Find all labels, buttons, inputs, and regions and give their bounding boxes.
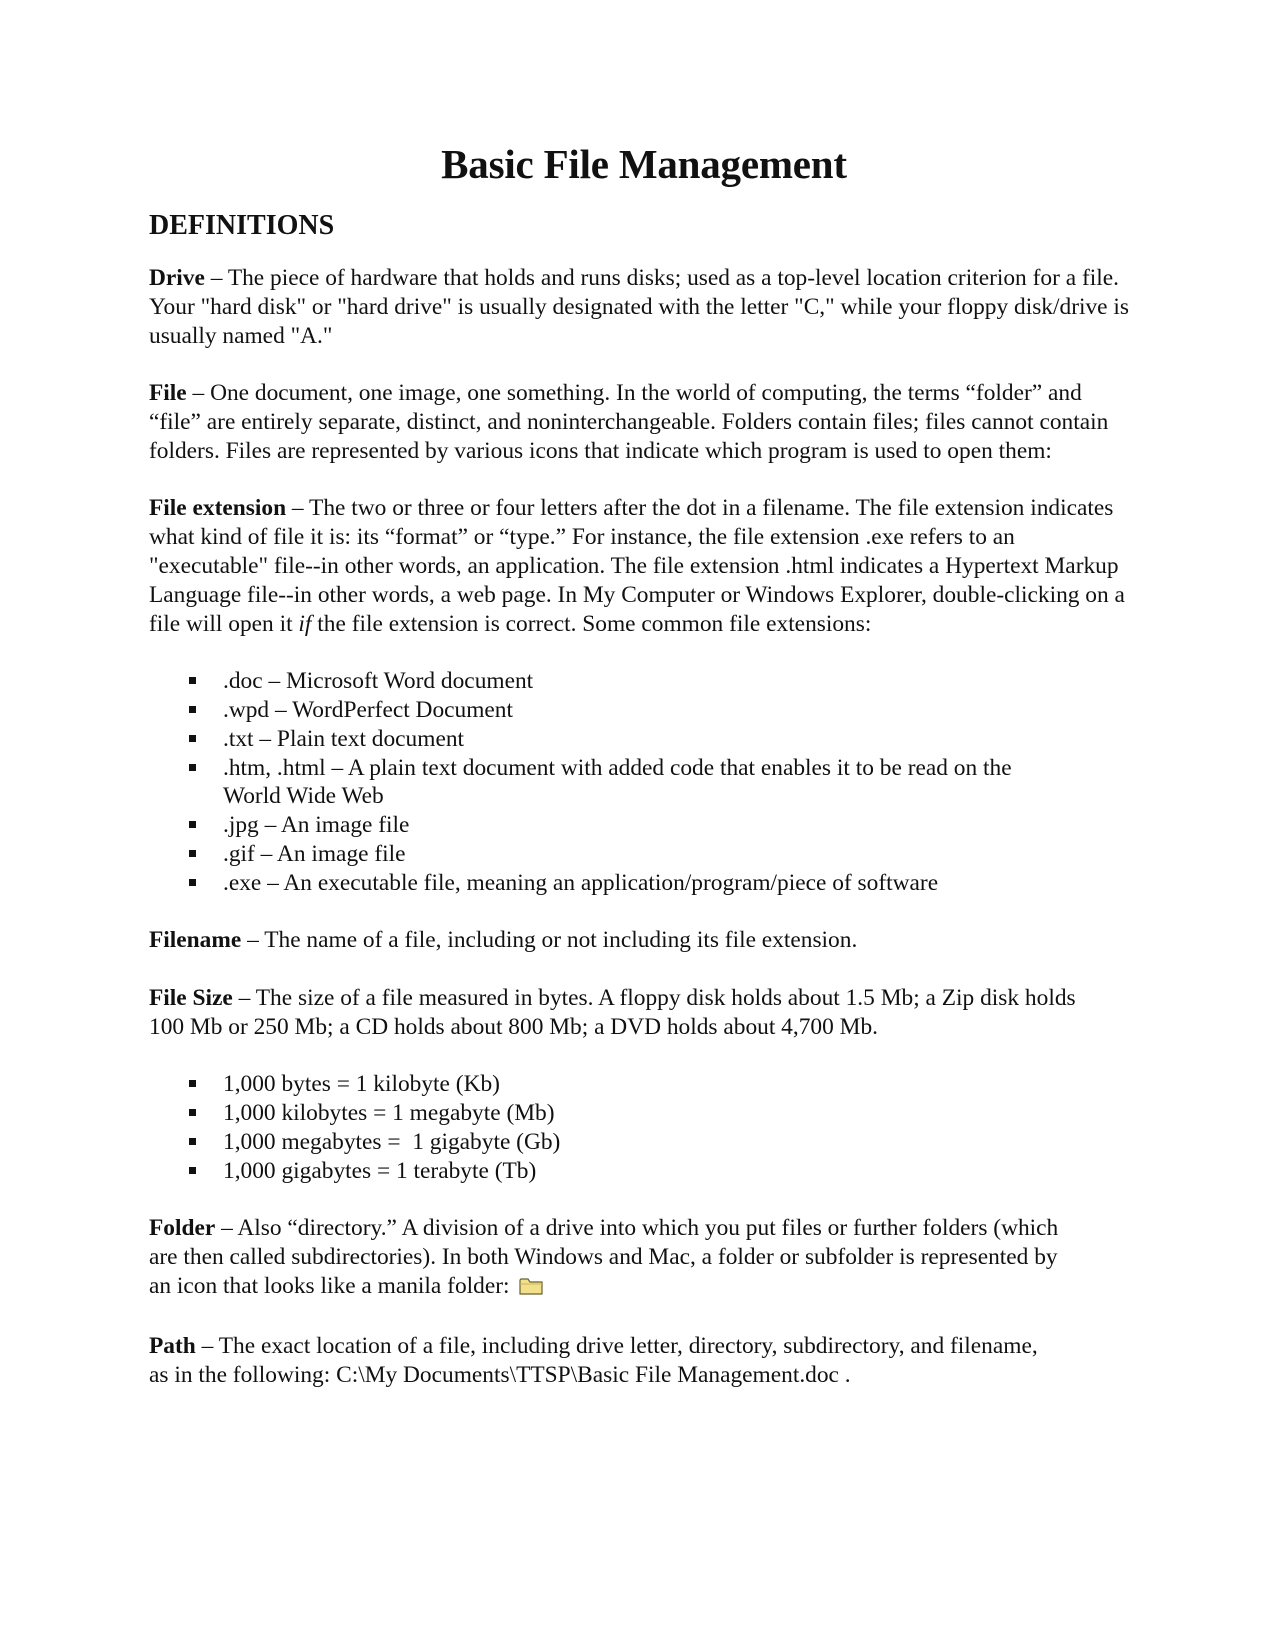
definition-folder xyxy=(149,1214,1139,1303)
definition-file-size-text: – The size of a file measured in bytes. A floppy disk holds about 1.5 Mb; a Zip disk holds 100 Mb or 250 Mb; a CD holds about 800 Mb; a DVD holds about 4,700 Mb. xyxy=(149,984,1076,1040)
term-file: File xyxy=(149,380,187,407)
bullet-icon xyxy=(189,821,196,828)
bullet-icon xyxy=(189,1080,196,1087)
definition-file-size xyxy=(149,984,1139,1042)
definition-drive xyxy=(149,264,1139,350)
list-item: 1,000 gigabytes = 1 terabyte (Tb) xyxy=(149,1157,1139,1186)
term-file-extension: File extension xyxy=(149,495,287,522)
bullet-icon xyxy=(189,879,196,886)
list-item: .gif – An image file xyxy=(149,840,1139,869)
definition-drive-text: – The piece of hardware that holds and runs disks; used as a top-level location criterion for a file. Your "hard disk" or "hard drive" is usually designated with the letter "C," while your floppy disk/drive is usually named "A." xyxy=(149,265,1130,349)
list-item: .exe – An executable file, meaning an application/program/piece of software xyxy=(149,869,1139,898)
term-file-size: File Size xyxy=(149,984,233,1011)
list-item: 1,000 kilobytes = 1 megabyte (Mb) xyxy=(149,1099,1139,1128)
term-filename: Filename xyxy=(149,927,242,954)
bullet-icon xyxy=(189,1167,196,1174)
definition-file-extension-text-end: the file extension is correct. Some common file extensions: xyxy=(311,610,872,637)
bullet-icon xyxy=(189,1109,196,1116)
list-item: .txt – Plain text document xyxy=(149,725,1139,754)
file-extension-list xyxy=(149,667,1139,897)
folder-icon xyxy=(519,1275,543,1304)
list-item: 1,000 bytes = 1 kilobyte (Kb) xyxy=(149,1070,1139,1099)
section-heading: DEFINITIONS xyxy=(149,210,335,241)
bullet-icon xyxy=(189,735,196,742)
list-item: .jpg – An image file xyxy=(149,811,1139,840)
term-folder: Folder xyxy=(149,1215,216,1242)
list-item: .htm, .html – A plain text document with added code that enables it to be read on the World Wide Web xyxy=(149,754,1139,812)
definition-file-extension xyxy=(149,494,1139,638)
definition-path-text: – The exact location of a file, including drive letter, directory, subdirectory, and filename, as in the following: C:\My Documents\TTSP\Basic File Management.doc . xyxy=(149,1333,1038,1389)
list-item: 1,000 megabytes = 1 gigabyte (Gb) xyxy=(149,1128,1139,1157)
bullet-icon xyxy=(189,677,196,684)
document-page xyxy=(149,140,1139,1390)
definition-folder-text: – Also “directory.” A division of a drive into which you put files or further folders (which are then called subdirectories). In both Windows and Mac, a folder or subfolder is represented by an icon that looks like a manila folder: xyxy=(149,1215,1059,1299)
term-drive: Drive xyxy=(149,265,205,291)
bullet-icon xyxy=(189,706,196,713)
bullet-icon xyxy=(189,850,196,857)
bullet-icon xyxy=(189,1138,196,1145)
list-item: .doc – Microsoft Word document xyxy=(149,667,1139,696)
term-path: Path xyxy=(149,1333,196,1360)
page-title: Basic File Management xyxy=(441,141,847,187)
definition-path xyxy=(149,1332,1139,1390)
definition-file-text: – One document, one image, one something. In the world of computing, the terms “folder” and “file” are entirely separate, distinct, and noninterchangeable. Folders contain files; files cannot contain folders. Files are represented by various icons that indicate which program is used to open them: xyxy=(149,380,1109,464)
definition-file-extension-italic: if xyxy=(298,610,312,637)
definition-file xyxy=(149,379,1139,465)
bullet-icon xyxy=(189,764,196,771)
definition-filename-text: – The name of a file, including or not including its file extension. xyxy=(241,927,858,954)
definition-filename xyxy=(149,926,1139,955)
file-size-list xyxy=(149,1070,1139,1185)
list-item: .wpd – WordPerfect Document xyxy=(149,696,1139,725)
definition-file-extension-text: – The two or three or four letters after the dot in a filename. The file extension indicates what kind of file it is: its “format” or “type.” For instance, the file extension .exe refers to an "executable" file--in other words, an application. The file extension .html indicates a Hypertext Markup Language file--in other words, a web page. In My Computer or Windows Explorer, double-clicking on a file will open it xyxy=(149,495,1125,637)
